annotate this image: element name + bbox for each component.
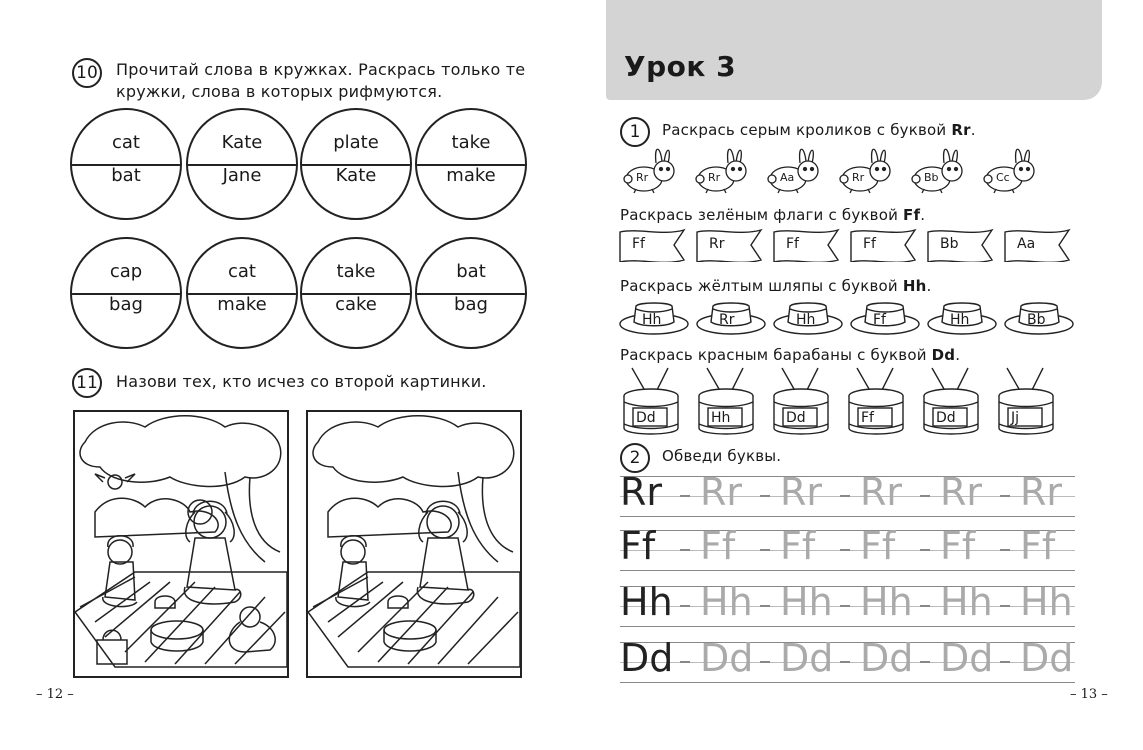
rabbits-label: Раскрась серым кроликов с буквой	[662, 121, 952, 139]
picnic-picture-1	[73, 410, 289, 678]
bubble-word-bottom: make	[217, 294, 267, 315]
sample-letters: Ff	[620, 524, 656, 568]
ruling-line	[620, 476, 1075, 477]
trace-letters[interactable]: Ff	[940, 524, 976, 568]
dash-mark	[680, 605, 690, 607]
dash-mark	[920, 661, 930, 663]
dash-mark	[680, 549, 690, 551]
rabbit-drawing	[762, 143, 832, 195]
drum-drawing	[693, 366, 759, 438]
dash-mark	[920, 549, 930, 551]
dash-mark	[840, 661, 850, 663]
task-10-text-line1: Прочитай слова в кружках. Раскрась только те	[116, 60, 526, 79]
flag[interactable]	[695, 228, 765, 280]
flag[interactable]	[849, 228, 919, 280]
drums-label: Раскрась красным барабаны с буквой	[620, 346, 932, 364]
task-2-text: Обведи буквы.	[662, 447, 782, 465]
flags-instruction: Раскрась зелёным флаги с буквой Ff.	[620, 206, 926, 224]
trace-letters[interactable]: Hh	[860, 580, 913, 624]
task-10-number: 10	[72, 58, 102, 88]
drum-drawing	[993, 366, 1059, 438]
trace-letters[interactable]: Rr	[780, 470, 823, 514]
flag-drawing	[849, 228, 919, 262]
drum-drawing	[768, 366, 834, 438]
word-bubble[interactable]	[70, 108, 182, 220]
rabbit-drawing	[618, 143, 688, 195]
drum[interactable]	[618, 366, 688, 438]
bubble-word-top: cat	[112, 132, 140, 153]
flag-letter: Ff	[786, 236, 799, 252]
rabbit-drawing	[834, 143, 904, 195]
rabbit-drawing	[906, 143, 976, 195]
hats-instruction: Раскрась жёлтым шляпы с буквой Hh.	[620, 277, 932, 295]
flag-drawing	[1003, 228, 1073, 262]
hat[interactable]	[1003, 300, 1073, 352]
dash-mark	[840, 549, 850, 551]
word-bubble[interactable]	[300, 108, 412, 220]
hat[interactable]	[926, 300, 996, 352]
flag-drawing	[618, 228, 688, 262]
picnic-picture-2	[306, 410, 522, 678]
ruling-line	[620, 530, 1075, 531]
ruling-line	[620, 626, 1075, 627]
word-bubble[interactable]	[70, 237, 182, 349]
word-bubble[interactable]	[415, 108, 527, 220]
trace-letters[interactable]: Ff	[1020, 524, 1056, 568]
drum-letter: Dd	[636, 410, 656, 426]
drum[interactable]	[843, 366, 913, 438]
picnic-illustration-2	[308, 412, 520, 676]
dash-mark	[1000, 495, 1010, 497]
flag-drawing	[695, 228, 765, 262]
hat[interactable]	[695, 300, 765, 352]
rabbit-letter: Bb	[924, 171, 939, 184]
hat-letter: Ff	[873, 312, 886, 328]
flags-label: Раскрась зелёным флаги с буквой	[620, 206, 904, 224]
trace-letters[interactable]: Hh	[1020, 580, 1073, 624]
hat[interactable]	[849, 300, 919, 352]
dash-mark	[840, 495, 850, 497]
drum[interactable]	[993, 366, 1063, 438]
bubble-word-bottom: bag	[454, 294, 488, 315]
rabbit-drawing	[978, 143, 1048, 195]
drum[interactable]	[768, 366, 838, 438]
flag[interactable]	[926, 228, 996, 280]
hat[interactable]	[772, 300, 842, 352]
drum-drawing	[918, 366, 984, 438]
bubble-word-top: bat	[456, 261, 486, 282]
rabbits-instruction: Раскрась серым кроликов с буквой Rr.	[662, 121, 976, 139]
trace-letters[interactable]: Ff	[700, 524, 736, 568]
bubble-word-top: plate	[333, 132, 379, 153]
trace-letters[interactable]: Dd	[860, 636, 914, 680]
trace-letters[interactable]: Dd	[700, 636, 754, 680]
ruling-line	[620, 682, 1075, 683]
flag-letter: Aa	[1017, 236, 1036, 252]
dash-mark	[1000, 661, 1010, 663]
flag-letter: Ff	[632, 236, 645, 252]
word-bubble[interactable]	[300, 237, 412, 349]
drum-drawing	[843, 366, 909, 438]
trace-letters[interactable]: Hh	[780, 580, 833, 624]
hat[interactable]	[618, 300, 688, 352]
dash-mark	[920, 495, 930, 497]
rabbit[interactable]	[834, 143, 904, 195]
rabbit-letter: Rr	[636, 171, 649, 184]
bubble-word-bottom: make	[446, 165, 496, 186]
trace-letters[interactable]: Ff	[860, 524, 896, 568]
dash-mark	[760, 605, 770, 607]
right-page	[572, 0, 1143, 750]
rabbit[interactable]	[906, 143, 976, 195]
drum[interactable]	[918, 366, 988, 438]
hats-letter: Hh	[902, 277, 927, 295]
trace-letters[interactable]: Rr	[940, 470, 983, 514]
task-11-text: Назови тех, кто исчез со второй картинки.	[116, 372, 487, 391]
tracing-row[interactable]	[620, 524, 1075, 570]
hat-letter: Bb	[1027, 312, 1046, 328]
bubble-word-top: cap	[109, 261, 143, 282]
rabbit-letter: Cc	[996, 171, 1010, 184]
rabbit[interactable]	[978, 143, 1048, 195]
hat-letter: Hh	[642, 312, 662, 328]
bubble-word-bottom: bag	[109, 294, 143, 315]
hat-letter: Hh	[950, 312, 970, 328]
drums-letter: Dd	[931, 346, 956, 364]
bubble-word-top: take	[451, 132, 491, 153]
dash-mark	[760, 549, 770, 551]
rabbits-letter: Rr	[951, 121, 971, 139]
rabbit-drawing	[690, 143, 760, 195]
flag[interactable]	[772, 228, 842, 280]
dash-mark	[840, 605, 850, 607]
ruling-line	[620, 570, 1075, 571]
dash-mark	[760, 495, 770, 497]
bubble-word-top: cat	[228, 261, 256, 282]
trace-letters[interactable]: Ff	[780, 524, 816, 568]
sample-letters: Dd	[620, 636, 674, 680]
drums-instruction: Раскрась красным барабаны с буквой Dd.	[620, 346, 961, 364]
task-11-number: 11	[72, 368, 102, 398]
trace-letters[interactable]: Rr	[860, 470, 903, 514]
bubble-word-bottom: Jane	[222, 165, 262, 186]
flag-letter: Bb	[940, 236, 959, 252]
dash-mark	[760, 661, 770, 663]
drum-letter: Ff	[861, 410, 874, 426]
hat-letter: Rr	[719, 312, 735, 328]
trace-letters[interactable]: Hh	[700, 580, 753, 624]
ruling-line	[620, 516, 1075, 517]
dash-mark	[680, 661, 690, 663]
lesson-title: Урок 3	[624, 50, 737, 83]
drum-drawing	[618, 366, 684, 438]
word-bubble[interactable]	[186, 237, 298, 349]
dash-mark	[1000, 605, 1010, 607]
word-bubble[interactable]	[186, 108, 298, 220]
left-page	[0, 0, 571, 750]
rabbit-letter: Aa	[780, 171, 795, 184]
flag[interactable]	[1003, 228, 1073, 280]
drum-letter: Dd	[936, 410, 956, 426]
drum-letter: Dd	[786, 410, 806, 426]
rabbit[interactable]	[690, 143, 760, 195]
trace-letters[interactable]: Rr	[1020, 470, 1063, 514]
sample-letters: Hh	[620, 580, 673, 624]
tracing-row[interactable]	[620, 636, 1075, 682]
bubble-word-bottom: cake	[335, 294, 377, 315]
trace-letters[interactable]: Hh	[940, 580, 993, 624]
flag[interactable]	[618, 228, 688, 280]
flag-letter: Rr	[709, 236, 725, 252]
hats-label: Раскрась жёлтым шляпы с буквой	[620, 277, 903, 295]
task-10-text-line2: кружки, слова в которых рифмуются.	[116, 82, 443, 101]
word-bubble[interactable]	[415, 237, 527, 349]
task-1-number: 1	[620, 117, 650, 147]
rabbit[interactable]	[618, 143, 688, 195]
rabbit[interactable]	[762, 143, 832, 195]
rabbit-letter: Rr	[852, 171, 865, 184]
drum[interactable]	[693, 366, 763, 438]
dash-mark	[920, 605, 930, 607]
page-number-right: – 13 –	[1070, 687, 1108, 702]
picnic-illustration-1	[75, 412, 287, 676]
bubble-word-bottom: bat	[111, 165, 141, 186]
flag-drawing	[772, 228, 842, 262]
ruling-line	[620, 586, 1075, 587]
trace-letters[interactable]: Dd	[940, 636, 994, 680]
bubble-word-top: Kate	[221, 132, 263, 153]
drum-letter: Jj	[1011, 410, 1020, 426]
dash-mark	[1000, 549, 1010, 551]
rabbit-letter: Rr	[708, 171, 721, 184]
flags-letter: Ff	[903, 206, 921, 224]
trace-letters[interactable]: Dd	[780, 636, 834, 680]
flag-letter: Ff	[863, 236, 876, 252]
trace-letters[interactable]: Dd	[1020, 636, 1074, 680]
tracing-row[interactable]	[620, 580, 1075, 626]
task-2-number: 2	[620, 443, 650, 473]
tracing-row[interactable]	[620, 470, 1075, 516]
bubble-word-bottom: Kate	[335, 165, 377, 186]
drum-letter: Hh	[711, 410, 731, 426]
flag-drawing	[926, 228, 996, 262]
trace-letters[interactable]: Rr	[700, 470, 743, 514]
page-number-left: – 12 –	[36, 687, 74, 702]
bubble-word-top: take	[336, 261, 376, 282]
hat-letter: Hh	[796, 312, 816, 328]
sample-letters: Rr	[620, 470, 663, 514]
dash-mark	[680, 495, 690, 497]
ruling-line	[620, 642, 1075, 643]
